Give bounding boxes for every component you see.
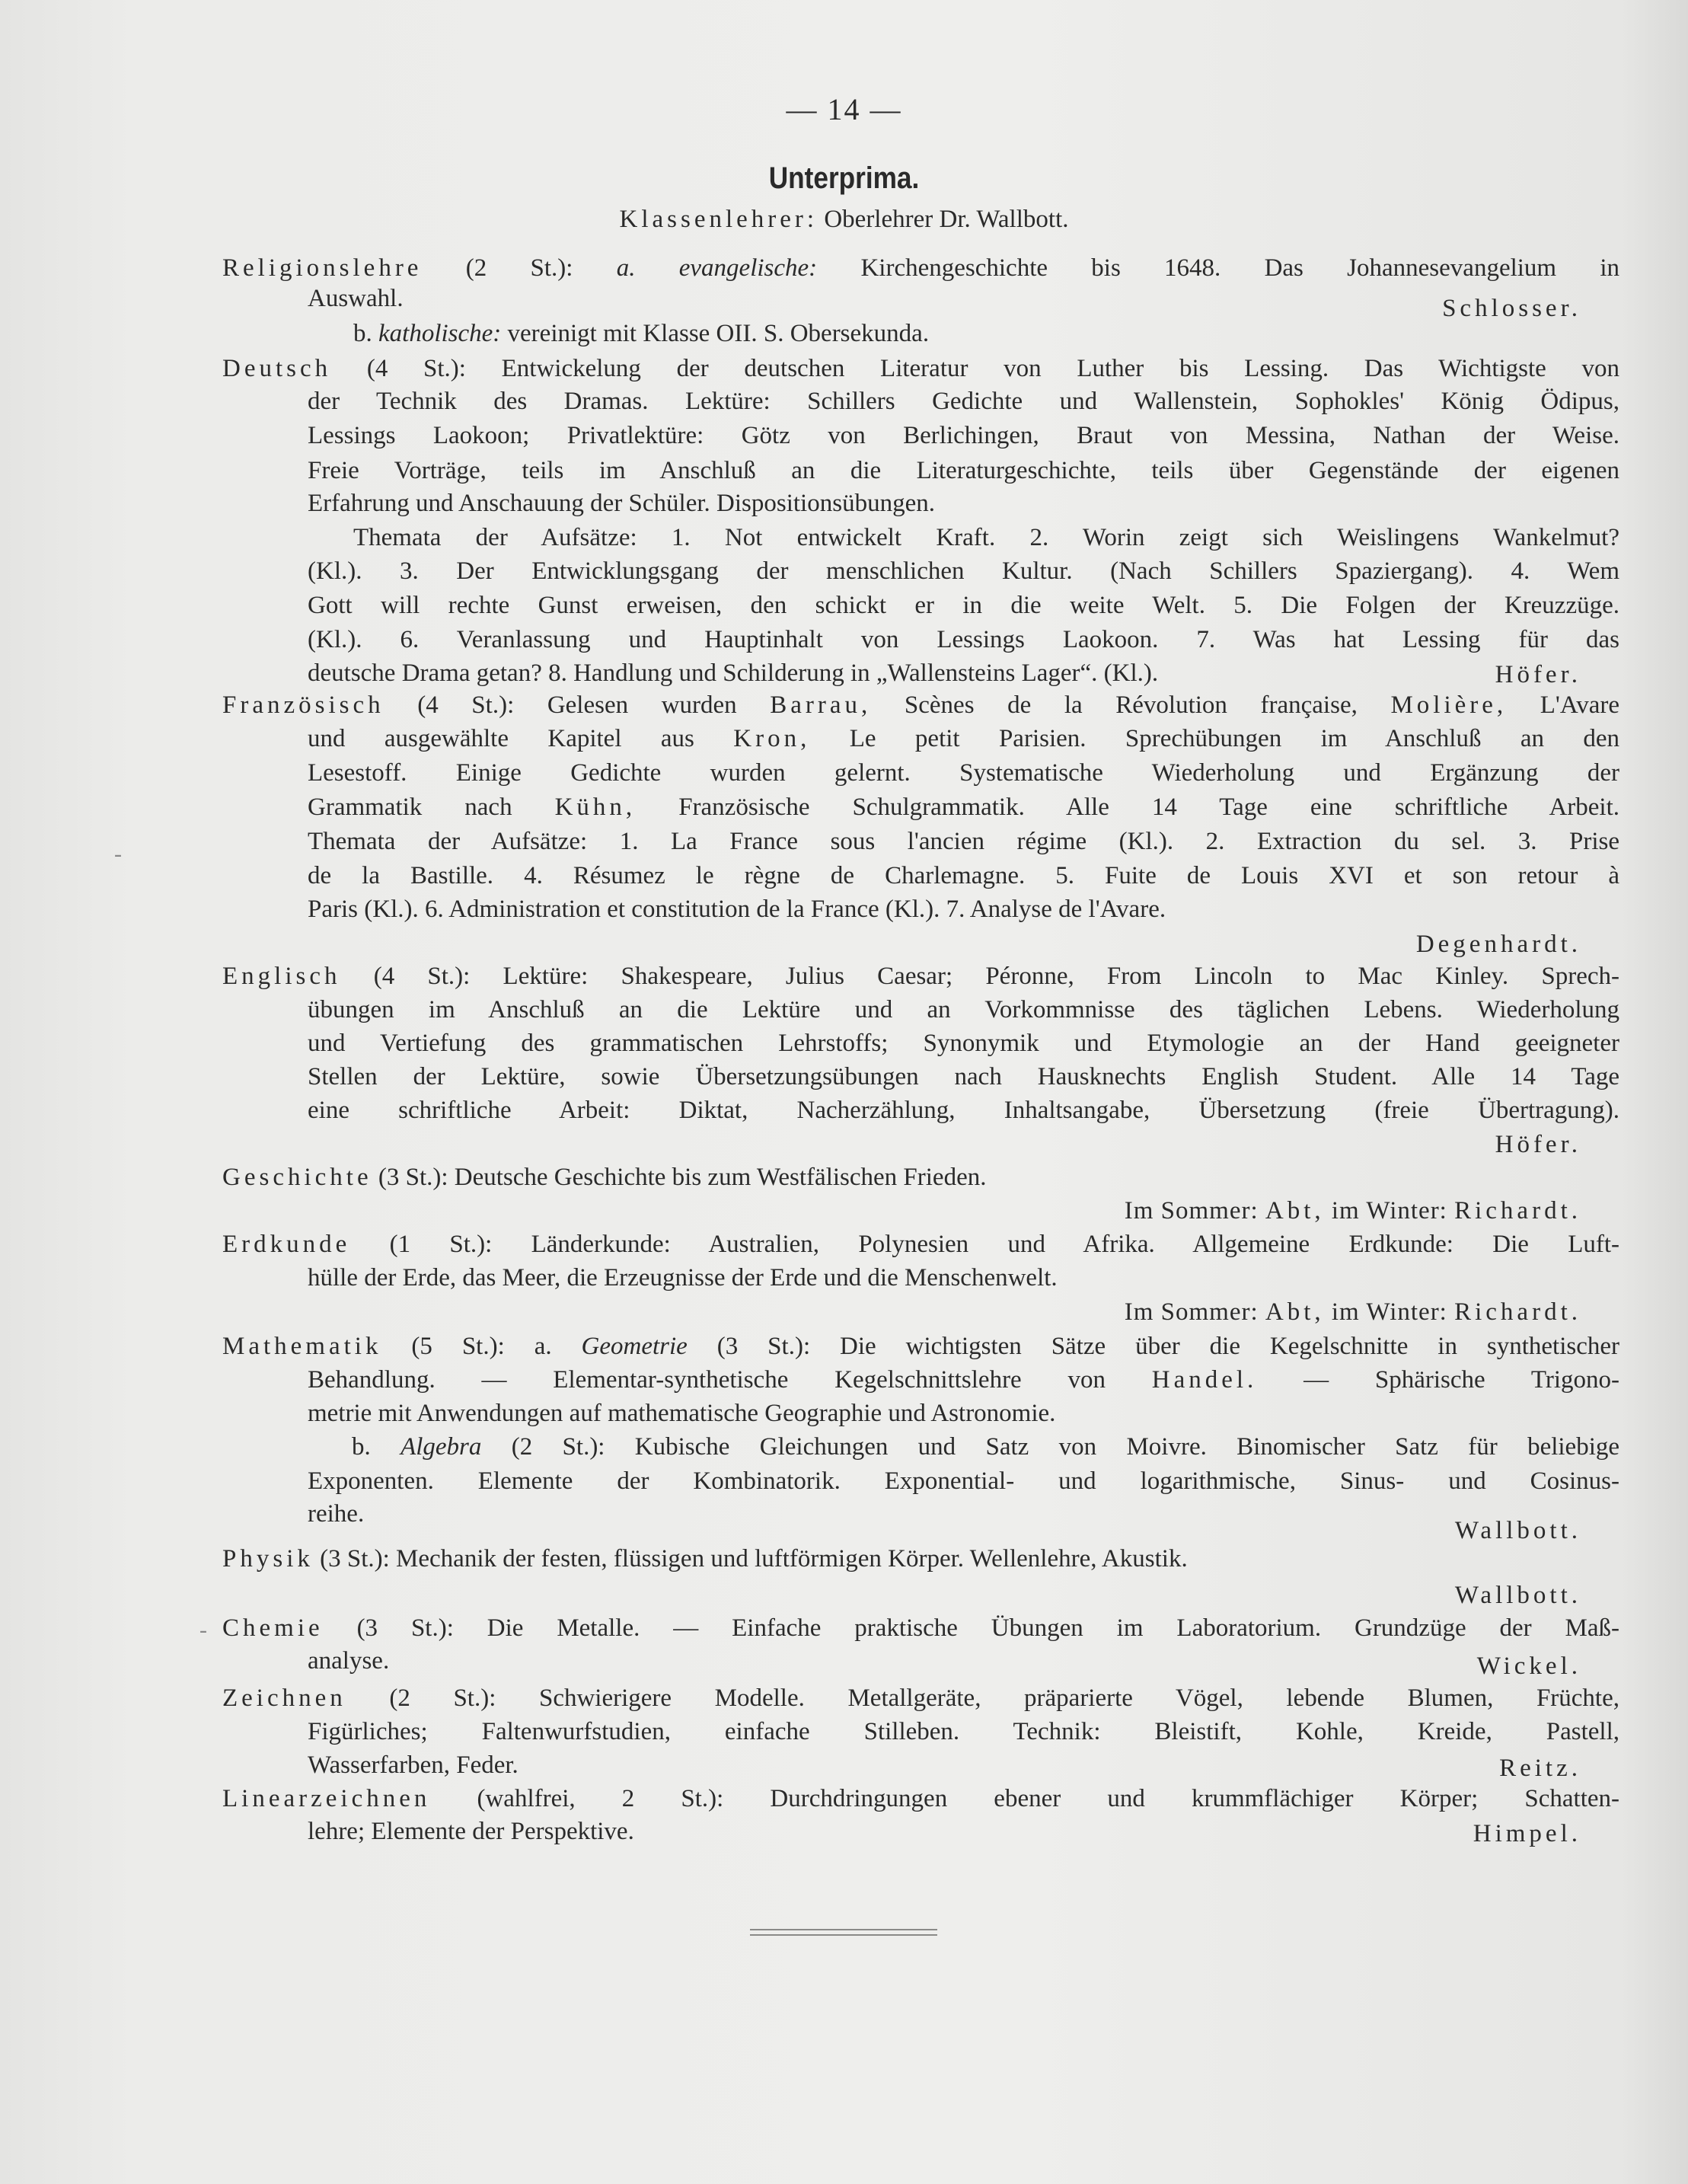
englisch-line-1 <box>222 961 1619 991</box>
subject-englisch: Englisch <box>222 963 341 990</box>
text-segment: (2 St.): Schwierigere Modelle. Metallgeräte, präparierte Vögel, lebende Blumen, Früchte, <box>389 1684 1619 1712</box>
text-segment: b. <box>353 320 372 347</box>
linearzeichnen-line-2: lehre; Elemente der Perspektive. <box>308 1818 634 1845</box>
deutsch-line-2: der Technik des Dramas. Lektüre: Schillers Gedichte und Wallenstein, Sophokles' König Ödipus, <box>308 388 1619 415</box>
mathematik-line-3: metrie mit Anwendungen auf mathematische Geographie und Astronomie. <box>308 1400 1056 1427</box>
teacher-signature: Wallbott. <box>1454 1582 1581 1609</box>
text-segment: Molière, <box>1390 691 1508 719</box>
text-segment: (wahlfrei, 2 St.): Durchdringungen ebener und krummflächiger Körper; Schatten- <box>477 1785 1619 1812</box>
subject-mathematik: Mathematik <box>222 1333 382 1360</box>
deutsch-line-4: Freie Vorträge, teils im Anschluß an die Literaturgeschichte, teils über Gegenstände der eigenen <box>308 457 1619 484</box>
text-segment: Abt, <box>1265 1298 1325 1326</box>
mathematik-line-5: Exponenten. Elemente der Kombinatorik. Exponential- und logarithmische, Sinus- und Cosinus- <box>308 1467 1619 1495</box>
page-number: — 14 — <box>786 92 902 126</box>
text-segment: (4 St.): Gelesen wurden <box>417 691 737 719</box>
text-segment: Scènes de la Révolution française, <box>904 691 1358 719</box>
teacher-signature: Wickel. <box>1476 1652 1581 1680</box>
subject-physik: Physik <box>222 1545 314 1573</box>
text-segment: a. evangelische: <box>616 254 818 282</box>
text-segment: Abt, <box>1265 1197 1325 1225</box>
text-segment: im Winter: <box>1331 1298 1447 1326</box>
subject-franzoesisch: Französisch <box>222 691 385 719</box>
mathematik-line-6: reihe. <box>308 1500 365 1528</box>
text-segment: Handel. <box>1151 1366 1258 1394</box>
franzoesisch-line-2 <box>308 723 1619 754</box>
text-segment: Barrau, <box>770 691 872 719</box>
teacher-signature: Schlosser. <box>1442 295 1581 322</box>
franzoesisch-line-5: Themata der Aufsätze: 1. La France sous l'ancien régime (Kl.). 2. Extraction du sel. 3. Prise <box>308 828 1619 855</box>
geschichte-line-1 <box>222 1162 1619 1193</box>
zeichnen-line-1 <box>222 1683 1619 1713</box>
subject-erdkunde: Erdkunde <box>222 1231 351 1258</box>
divider-rule <box>750 1929 937 1930</box>
teacher-signature <box>1125 1297 1581 1327</box>
teacher-signature <box>1125 1196 1581 1226</box>
text-segment: (3 St.): Mechanik der festen, flüssigen und luftförmigen Körper. Wellenlehre, Akustik. <box>320 1545 1188 1573</box>
subject-linearzeichnen: Linearzeichnen <box>222 1785 431 1812</box>
teacher-signature: Höfer. <box>1495 661 1581 688</box>
divider-rule <box>750 1934 937 1936</box>
text-segment: (3 St.): Die Metalle. — Einfache praktische Übungen im Laboratorium. Grundzüge der Maß- <box>356 1614 1620 1642</box>
chemie-line-2: analyse. <box>308 1647 390 1675</box>
text-segment: (3 St.): Die wichtigsten Sätze über die Kegelschnitte in synthetischer <box>716 1333 1619 1360</box>
text-segment: (2 St.): Kubische Gleichungen und Satz von Moivre. Binomischer Satz für beliebige <box>511 1433 1620 1461</box>
deutsch-line-3: Lessings Laokoon; Privatlektüre: Götz von Berlichingen, Braut von Messina, Nathan der Weise. <box>308 422 1619 449</box>
text-segment: b. <box>352 1433 371 1461</box>
text-segment: Richardt. <box>1454 1197 1581 1225</box>
text-segment: vereinigt mit Klasse OII. S. Obersekunda. <box>507 320 930 347</box>
text-segment: (1 St.): Länderkunde: Australien, Polynesien und Afrika. Allgemeine Erdkunde: Die Luft- <box>389 1231 1619 1258</box>
text-segment: (3 St.): Deutsche Geschichte bis zum Westfälischen Frieden. <box>378 1164 987 1191</box>
englisch-line-3: und Vertiefung des grammatischen Lehrstoffs; Synonymik und Etymologie an der Hand geeigneter <box>308 1030 1619 1057</box>
mathematik-line-2 <box>308 1365 1619 1395</box>
text-segment: Kron, <box>733 725 811 752</box>
franzoesisch-line-3: Lesestoff. Einige Gedichte wurden gelernt. Systematische Wiederholung und Ergänzung der <box>308 759 1619 787</box>
text-segment: Kirchengeschichte bis 1648. Das Johannesevangelium in <box>860 254 1620 282</box>
deutsch-line-9: (Kl.). 6. Veranlassung und Hauptinhalt von Lessings Laokoon. 7. Was hat Lessing für das <box>308 626 1619 653</box>
text-segment: Le petit Parisien. Sprechübungen im Anschluß an den <box>849 725 1620 752</box>
subject-geschichte: Geschichte <box>222 1164 372 1191</box>
text-segment: Kühn, <box>554 793 637 821</box>
class-teacher <box>0 206 1688 234</box>
text-segment: (2 St.): <box>465 254 573 282</box>
class-teacher-label: Klassenlehrer: <box>619 206 818 233</box>
englisch-line-5: eine schriftliche Arbeit: Diktat, Nacherzählung, Inhaltsangabe, Übersetzung (freie Übertragung). <box>308 1097 1619 1124</box>
deutsch-line-8: Gott will rechte Gunst erweisen, den schickt er in die weite Welt. 5. Die Folgen der Kreuzzüge. <box>308 592 1619 619</box>
subject-chemie: Chemie <box>222 1614 324 1642</box>
erdkunde-line-2: hülle der Erde, das Meer, die Erzeugnisse der Erde und die Menschenwelt. <box>308 1264 1058 1292</box>
teacher-signature: Höfer. <box>1495 1131 1581 1158</box>
text-segment: Behandlung. — Elementar-synthetische Kegelschnittslehre von <box>308 1366 1106 1394</box>
teacher-signature: Wallbott. <box>1454 1517 1581 1544</box>
zeichnen-line-2: Figürliches; Faltenwurfstudien, einfache Stilleben. Technik: Bleistift, Kohle, Kreide, Pastell, <box>308 1718 1619 1745</box>
mathematik-line-4 <box>352 1432 1619 1462</box>
text-segment: Französische Schulgrammatik. Alle 14 Tage eine schriftliche Arbeit. <box>678 793 1620 821</box>
chemie-line-1 <box>222 1613 1619 1643</box>
deutsch-line-7: (Kl.). 3. Der Entwicklungsgang der menschlichen Kultur. (Nach Schillers Spaziergang). 4. Wem <box>308 557 1619 585</box>
text-segment: (4 St.): Entwickelung der deutschen Literatur von Luther bis Lessing. Das Wichtigste von <box>366 355 1619 382</box>
text-segment: Richardt. <box>1454 1298 1581 1326</box>
teacher-signature: Reitz. <box>1499 1755 1581 1782</box>
zeichnen-line-3: Wasserfarben, Feder. <box>308 1751 519 1779</box>
margin-mark: - <box>199 1617 207 1643</box>
deutsch-line-10: deutsche Drama getan? 8. Handlung und Schilderung in „Wallensteins Lager“. (Kl.). <box>308 659 1159 687</box>
franzoesisch-line-4 <box>308 792 1619 822</box>
text-segment: — Sphärische Trigono- <box>1303 1366 1619 1394</box>
text-segment: und ausgewählte Kapitel aus <box>308 725 694 752</box>
text-segment: im Winter: <box>1331 1197 1447 1225</box>
subject-deutsch: Deutsch <box>222 355 332 382</box>
religion-line-3 <box>353 318 1619 349</box>
class-teacher-value: Oberlehrer Dr. Wallbott. <box>824 206 1069 233</box>
text-segment: katholische: <box>378 320 502 347</box>
englisch-line-2: übungen im Anschluß an die Lektüre und an Vorkommnisse des täglichen Lebens. Wiederholung <box>308 996 1619 1023</box>
text-segment: Algebra <box>400 1433 482 1461</box>
linearzeichnen-line-1 <box>222 1783 1619 1814</box>
margin-mark: - <box>114 841 122 867</box>
deutsch-line-6: Themata der Aufsätze: 1. Not entwickelt Kraft. 2. Worin zeigt sich Weislingens Wankelmut? <box>353 524 1619 551</box>
teacher-signature: Himpel. <box>1473 1820 1581 1847</box>
text-segment: Grammatik nach <box>308 793 512 821</box>
subject-religion: Religionslehre <box>222 254 423 282</box>
mathematik-line-1 <box>222 1331 1619 1362</box>
franzoesisch-line-1 <box>222 690 1619 720</box>
franzoesisch-line-6: de la Bastille. 4. Résumez le règne de Charlemagne. 5. Fuite de Louis XVI et son retour à <box>308 862 1619 889</box>
religion-line-1 <box>222 253 1619 283</box>
text-segment: Geometrie <box>581 1333 688 1360</box>
franzoesisch-line-7: Paris (Kl.). 6. Administration et constitution de la France (Kl.). 7. Analyse de l'Avare. <box>308 896 1166 923</box>
subject-zeichnen: Zeichnen <box>222 1684 346 1712</box>
page-title: Unterprima. <box>768 161 920 195</box>
text-segment: (4 St.): Lektüre: Shakespeare, Julius Caesar; Péronne, From Lincoln to Mac Kinley. Sprech- <box>373 963 1620 990</box>
text-segment: (5 St.): a. <box>411 1333 552 1360</box>
text-segment: Im Sommer: <box>1124 1298 1259 1326</box>
englisch-line-4: Stellen der Lektüre, sowie Übersetzungsübungen nach Hausknechts English Student. Alle 14 Tage <box>308 1063 1619 1090</box>
deutsch-line-1 <box>222 353 1619 384</box>
deutsch-line-5: Erfahrung und Anschauung der Schüler. Dispositionsübungen. <box>308 490 935 517</box>
physik-line-1 <box>222 1544 1619 1574</box>
erdkunde-line-1 <box>222 1229 1619 1260</box>
text-segment: Im Sommer: <box>1124 1197 1259 1225</box>
text-segment: L'Avare <box>1540 691 1620 719</box>
teacher-signature: Degenhardt. <box>1415 931 1581 958</box>
religion-line-2: Auswahl. <box>308 285 404 312</box>
